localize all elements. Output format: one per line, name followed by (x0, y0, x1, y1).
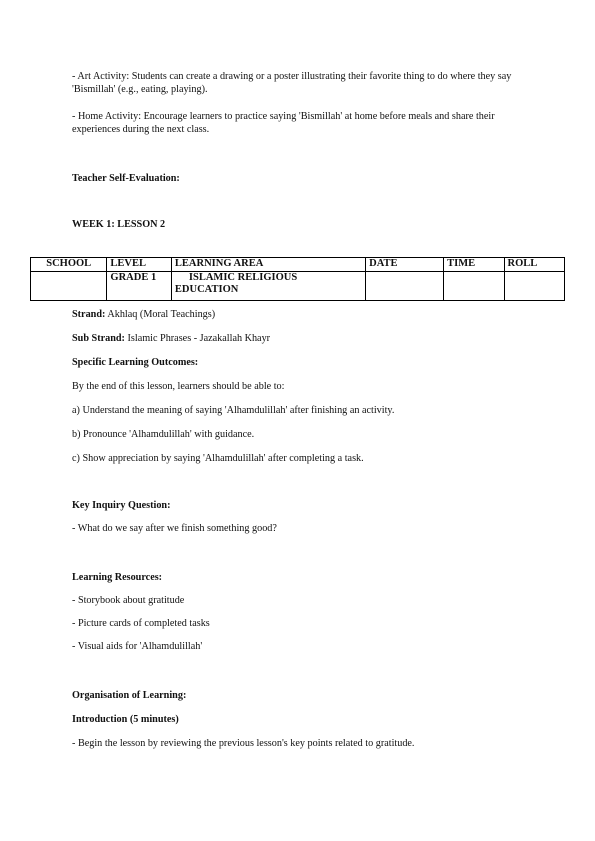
cell-learning-area (171, 272, 365, 301)
header-learning-area: LEARNING AREA (171, 258, 365, 272)
home-activity-text: - Home Activity: Encourage learners to practice saying 'Bismillah' at home before meals and share their experiences during the next class. (72, 111, 495, 135)
outcome-item: a) Understand the meaning of saying 'Alhamdulillah' after finishing an activity. (72, 405, 395, 416)
header-level: LEVEL (107, 258, 172, 272)
strand-line (72, 309, 532, 322)
sub-strand-label: Sub Strand: (72, 333, 125, 344)
organisation-heading: Organisation of Learning: (72, 690, 187, 701)
header-date: DATE (366, 258, 444, 272)
outcomes-heading: Specific Learning Outcomes: (72, 357, 199, 368)
cell-roll (504, 272, 564, 301)
outcome-item: b) Pronounce 'Alhamdulillah' with guidance. (72, 429, 255, 440)
sub-strand-value: Islamic Phrases - Jazakallah Khayr (124, 333, 271, 344)
art-activity-text: - Art Activity: Students can create a drawing or a poster illustrating their favorite thing to do where they say 'Bismillah' (e.g., eating, playing). (72, 71, 512, 95)
introduction-heading: Introduction (5 minutes) (72, 714, 179, 725)
strand-value: Akhlaq (Moral Teachings) (105, 309, 216, 320)
header-roll: ROLL (504, 258, 564, 272)
header-school: SCHOOL (31, 258, 107, 272)
cell-learning-area-line1: ISLAMIC RELIGIOUS (188, 272, 298, 283)
outcomes-intro: By the end of this lesson, learners should be able to: (72, 381, 285, 392)
header-time: TIME (444, 258, 504, 272)
week-lesson-title: WEEK 1: LESSON 2 (72, 219, 166, 230)
cell-school (31, 272, 107, 301)
cell-learning-area-line2: EDUCATION (174, 284, 239, 295)
teacher-self-evaluation-heading: Teacher Self-Evaluation: (72, 173, 180, 184)
sub-strand-line (72, 333, 532, 346)
resource-item: - Visual aids for 'Alhamdulillah' (72, 641, 203, 652)
resource-item: - Picture cards of completed tasks (72, 618, 210, 629)
key-inquiry-question: - What do we say after we finish something good? (72, 523, 277, 534)
outcome-item: c) Show appreciation by saying 'Alhamdulillah' after completing a task. (72, 453, 364, 464)
resource-item: - Storybook about gratitude (72, 595, 185, 606)
strand-label: Strand: (72, 309, 106, 320)
lesson-info-table (30, 257, 565, 301)
key-inquiry-heading: Key Inquiry Question: (72, 500, 171, 511)
learning-resources-heading: Learning Resources: (72, 572, 163, 583)
cell-time (444, 272, 504, 301)
introduction-text: - Begin the lesson by reviewing the previous lesson's key points related to gratitude. (72, 738, 415, 749)
table-row (31, 272, 565, 301)
cell-date (366, 272, 444, 301)
table-header-row (31, 258, 565, 272)
cell-level: GRADE 1 (107, 272, 172, 301)
